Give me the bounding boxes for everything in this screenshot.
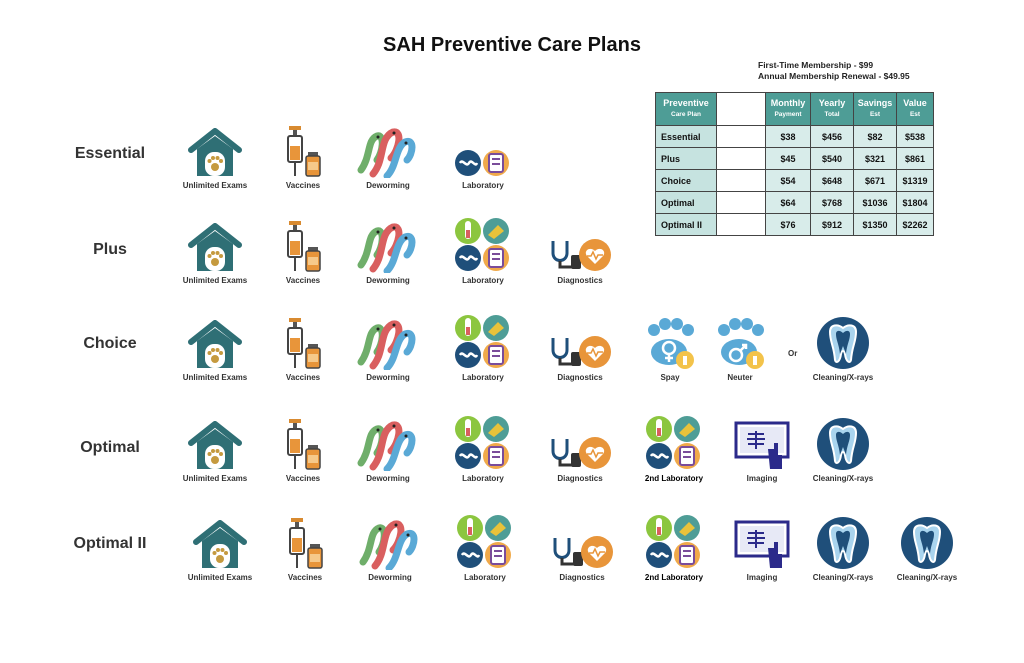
tooth-icon — [793, 312, 893, 370]
cell-savings: $82 — [854, 126, 897, 148]
plan-feature — [435, 512, 535, 582]
worms-icon — [338, 312, 438, 370]
cell-blank — [717, 170, 766, 192]
cell-savings: $321 — [854, 148, 897, 170]
lab-tests-icon — [624, 512, 724, 570]
membership-info — [758, 60, 910, 82]
plan-feature — [165, 120, 265, 190]
plan-feature — [338, 413, 438, 483]
plan-feature-label: Diagnostics — [559, 573, 605, 582]
plan-feature-label: Diagnostics — [557, 373, 603, 382]
cell-plan: Optimal — [656, 192, 717, 214]
lab-tests-icon — [433, 215, 533, 273]
header-yearly: Yearly Total — [811, 93, 854, 126]
plan-feature-label: Deworming — [368, 573, 412, 582]
plan-feature — [433, 312, 533, 382]
cell-plan: Choice — [656, 170, 717, 192]
plan-feature — [433, 215, 533, 285]
cell-value: $538 — [897, 126, 934, 148]
plan-feature-label: Deworming — [366, 276, 410, 285]
plan-feature-label: Diagnostics — [557, 276, 603, 285]
plan-feature-label: Cleaning/X-rays — [812, 373, 874, 382]
plan-feature-label: Cleaning/X-rays — [812, 474, 874, 483]
header-value: Value Est — [897, 93, 934, 126]
worms-icon — [340, 512, 440, 570]
cell-blank — [717, 192, 766, 214]
plan-feature-label: Unlimited Exams — [182, 181, 248, 190]
plan-feature-label: Vaccines — [285, 373, 321, 382]
plan-feature-label: Laboratory — [462, 373, 504, 382]
annual-renewal: Annual Membership Renewal - $49.95 — [758, 71, 910, 81]
plan-feature-label: Unlimited Exams — [182, 276, 248, 285]
page-title: SAH Preventive Care Plans — [383, 34, 641, 56]
house-paw-icon — [165, 215, 265, 273]
cell-plan: Optimal II — [656, 214, 717, 236]
cell-blank — [717, 126, 766, 148]
cell-value: $861 — [897, 148, 934, 170]
plan-feature — [624, 413, 724, 483]
plan-feature — [690, 312, 790, 382]
plan-feature-label: Vaccines — [285, 474, 321, 483]
plan-feature — [340, 512, 440, 582]
plan-feature-label: 2nd Laboratory — [644, 573, 704, 582]
plan-feature — [165, 413, 265, 483]
plan-feature — [433, 120, 533, 190]
plan-feature-label: Cleaning/X-rays — [812, 573, 874, 582]
plan-feature-label: Laboratory — [462, 276, 504, 285]
cell-savings: $1036 — [854, 192, 897, 214]
plan-name: Optimal — [80, 439, 140, 456]
stethoscope-heart-icon — [532, 512, 632, 570]
pricing-table — [655, 92, 934, 236]
plan-feature — [338, 120, 438, 190]
cell-monthly: $64 — [766, 192, 811, 214]
plan-name: Essential — [74, 145, 146, 162]
header-plan: Preventive Care Plan — [656, 93, 717, 126]
plan-feature-label: Unlimited Exams — [182, 373, 248, 382]
cell-savings: $1350 — [854, 214, 897, 236]
plan-feature — [624, 512, 724, 582]
cell-yearly: $648 — [811, 170, 854, 192]
plan-name: Optimal II — [73, 535, 147, 552]
plan-feature-label: Imaging — [746, 474, 778, 483]
pricing-header-row — [656, 93, 934, 126]
plan-feature-label: Deworming — [366, 474, 410, 483]
lab-tests-icon — [433, 413, 533, 471]
plan-feature — [433, 413, 533, 483]
cell-plan: Plus — [656, 148, 717, 170]
pricing-row — [656, 170, 934, 192]
or-separator: Or — [788, 349, 798, 358]
lab-tests-icon — [433, 312, 533, 370]
plan-feature — [793, 312, 893, 382]
stethoscope-heart-icon — [530, 413, 630, 471]
plan-name: Plus — [93, 241, 127, 258]
house-paw-icon — [165, 312, 265, 370]
pricing-row — [656, 126, 934, 148]
plan-feature-label: Vaccines — [287, 573, 323, 582]
house-paw-icon — [165, 120, 265, 178]
plan-feature — [165, 215, 265, 285]
plan-feature — [165, 312, 265, 382]
cell-yearly: $912 — [811, 214, 854, 236]
plan-feature — [532, 512, 632, 582]
cell-blank — [717, 148, 766, 170]
plan-feature-label: Deworming — [366, 181, 410, 190]
plan-feature-label: Unlimited Exams — [182, 474, 248, 483]
plan-feature-label: Laboratory — [464, 573, 506, 582]
header-savings: Savings Est — [854, 93, 897, 126]
plan-feature — [530, 413, 630, 483]
cell-yearly: $540 — [811, 148, 854, 170]
cell-savings: $671 — [854, 170, 897, 192]
paw-male-icon — [690, 312, 790, 370]
plan-feature-label: Spay — [660, 373, 680, 382]
plan-feature-label: Laboratory — [462, 474, 504, 483]
tooth-icon — [793, 413, 893, 471]
pricing-row — [656, 214, 934, 236]
plan-feature — [530, 215, 630, 285]
first-time-membership: First-Time Membership - $99 — [758, 60, 874, 70]
cell-yearly: $456 — [811, 126, 854, 148]
cell-value: $1804 — [897, 192, 934, 214]
tooth-icon — [877, 512, 977, 570]
cell-yearly: $768 — [811, 192, 854, 214]
plan-feature — [793, 413, 893, 483]
plan-feature-label: Vaccines — [285, 276, 321, 285]
cell-plan: Essential — [656, 126, 717, 148]
plan-feature — [338, 215, 438, 285]
lab-tests-icon — [433, 120, 533, 178]
plan-feature — [877, 512, 977, 582]
plan-feature-label: Unlimited Exams — [187, 573, 253, 582]
cell-value: $1319 — [897, 170, 934, 192]
lab-tests-icon — [435, 512, 535, 570]
cell-value: $2262 — [897, 214, 934, 236]
stethoscope-heart-icon — [530, 215, 630, 273]
plan-feature-label: Laboratory — [462, 181, 504, 190]
plan-feature — [530, 312, 630, 382]
plan-feature-label: Imaging — [746, 573, 778, 582]
cell-monthly: $45 — [766, 148, 811, 170]
header-monthly: Monthly Payment — [766, 93, 811, 126]
plan-feature-label: Neuter — [727, 373, 753, 382]
house-paw-icon — [165, 413, 265, 471]
worms-icon — [338, 215, 438, 273]
plan-feature-label: Cleaning/X-rays — [896, 573, 958, 582]
header-blank — [717, 93, 766, 126]
stethoscope-heart-icon — [530, 312, 630, 370]
plan-feature-label: 2nd Laboratory — [644, 474, 704, 483]
cell-blank — [717, 214, 766, 236]
plan-feature — [338, 312, 438, 382]
cell-monthly: $76 — [766, 214, 811, 236]
plan-feature-label: Vaccines — [285, 181, 321, 190]
cell-monthly: $54 — [766, 170, 811, 192]
pricing-row — [656, 148, 934, 170]
cell-monthly: $38 — [766, 126, 811, 148]
lab-tests-icon — [624, 413, 724, 471]
worms-icon — [338, 120, 438, 178]
plan-feature-label: Diagnostics — [557, 474, 603, 483]
worms-icon — [338, 413, 438, 471]
plan-name: Choice — [83, 335, 137, 352]
pricing-row — [656, 192, 934, 214]
plan-feature-label: Deworming — [366, 373, 410, 382]
